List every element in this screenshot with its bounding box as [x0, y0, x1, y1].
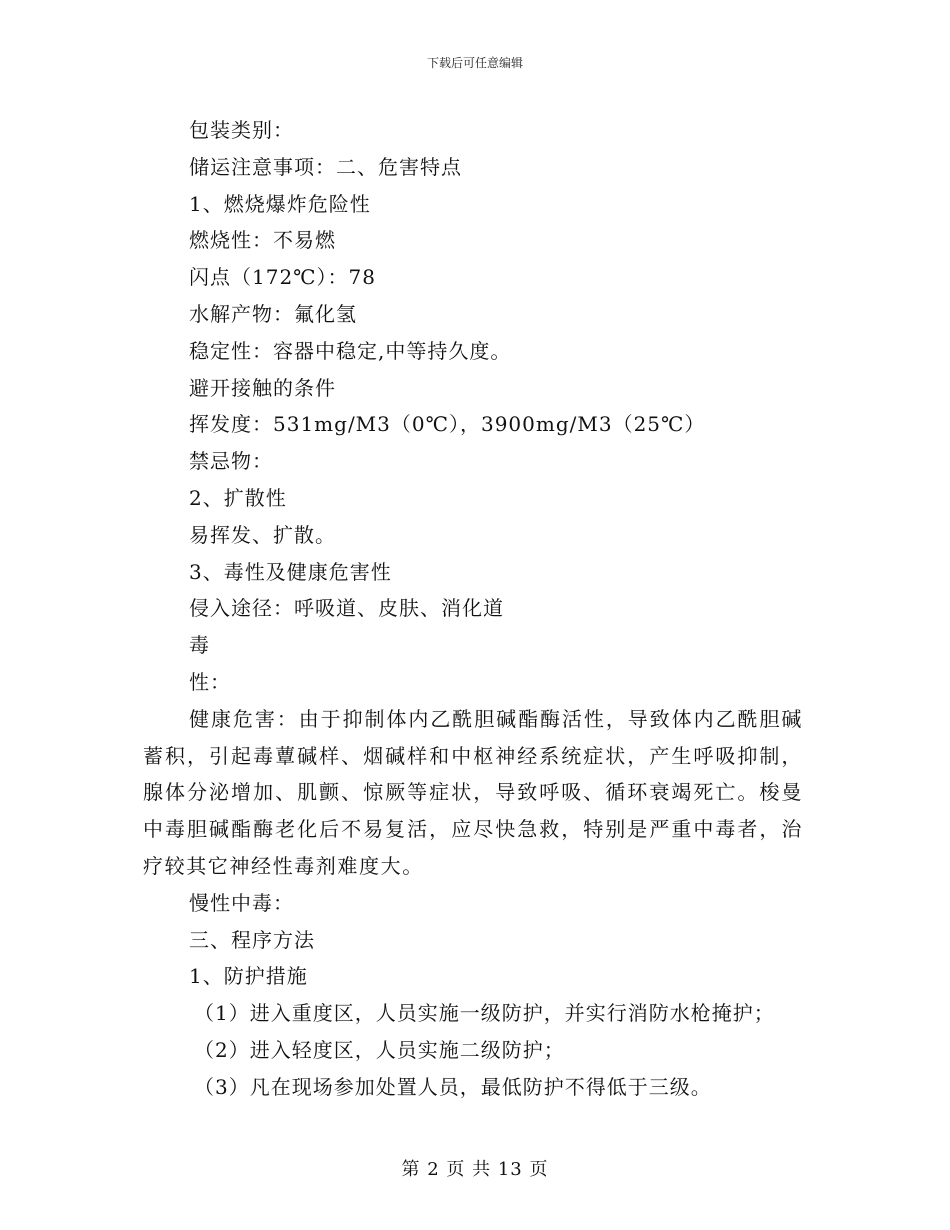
avoid-conditions: 避开接触的条件 [189, 375, 336, 400]
flash-point: 闪点（172℃）：78 [189, 265, 376, 290]
protection-heading: 1、防护措施 [189, 964, 308, 989]
protection-item-1: （1）进入重度区，人员实施一级防护，并实行消防水枪掩护； [194, 1001, 775, 1026]
flammability: 燃烧性：不易燃 [189, 228, 336, 253]
toxicity-label-part1: 毒 [189, 633, 210, 658]
storage-notes: 储运注意事项：二、危害特点 [189, 154, 462, 179]
volatility: 挥发度：531mg/M3（0℃），3900mg/M3（25℃） [189, 412, 706, 437]
section-toxicity: 3、毒性及健康危害性 [189, 559, 392, 584]
packaging-category: 包装类别： [189, 118, 294, 142]
hydrolysis-product: 水解产物：氟化氢 [189, 301, 357, 326]
page-header: 下载后可任意编辑 [426, 56, 523, 70]
toxicity-label-part2: 性： [189, 669, 231, 694]
section-procedures: 三、程序方法 [189, 927, 315, 952]
protection-item-3: （3）凡在现场参加处置人员，最低防护不得低于三级。 [194, 1074, 712, 1099]
section-diffusion: 2、扩散性 [189, 485, 287, 510]
exposure-routes: 侵入途径：呼吸道、皮肤、消化道 [189, 596, 504, 621]
chronic-poisoning: 慢性中毒： [189, 890, 294, 915]
section-combustion: 1、燃烧爆炸危险性 [189, 191, 371, 216]
document-body [143, 112, 803, 1106]
health-hazard-paragraph: 健康危害：由于抑制体内乙酰胆碱酯酶活性，导致体内乙酰胆碱蓄积，引起毒蕈碱样、烟碱样和中枢神经系统症状，产生呼吸抑制，腺体分泌增加、肌颤、惊厥等症状，导致呼吸、循环衰竭死亡。梭曼中毒胆碱酯酶老化后不易复活，应尽快急救，特别是严重中毒者，治疗较其它神经性毒剂难度大。 [143, 706, 803, 878]
page-footer: 第 2 页 共 13 页 [401, 1159, 549, 1180]
diffusion-text: 易挥发、扩散。 [189, 522, 336, 547]
protection-item-2: （2）进入轻度区，人员实施二级防护； [194, 1037, 565, 1062]
stability: 稳定性：容器中稳定,中等持久度。 [189, 338, 512, 363]
incompatibles: 禁忌物： [189, 449, 273, 474]
